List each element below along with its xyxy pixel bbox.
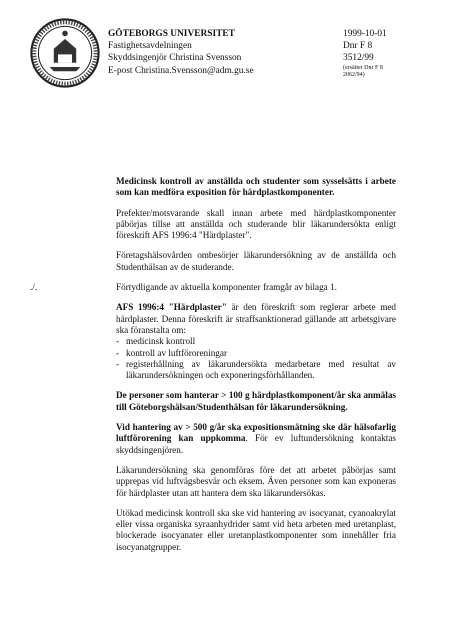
document-date: 1999-10-01 <box>343 29 387 39</box>
document-body <box>30 176 397 562</box>
document-title: Medicinsk kontroll av anställda och studenter som sysselsätts i arbete som kan medföra exposition för härdplastkomponenter. <box>116 176 396 198</box>
department: Fastighetsavdelningen <box>108 41 192 52</box>
paragraph-1: Prefekter/motsvarande skall innan arbete med härdplastkomponenter påbörjas tillse att anställda och studerande blir läkarundersökta enligt föreskrift AFS 1996:4 "Härdplaster". <box>116 207 396 241</box>
paragraph-4-text: är den föreskrift som reglerar arbete med härdplaster. Denna föreskrift är straffsanktionerad gällande att arbetsgivare ska föranstalta om: <box>116 302 397 335</box>
replaces-note-1: (ersätter Dnr F 8 <box>343 64 383 71</box>
paragraph-7: Läkarundersökning ska genomföras före det att arbetet påbörjas samt upprepas vid luftvägsbesvär och eksem. Även personer som kan exponeras för härdplaster utan att hantera dem ska läkarundersökas. <box>116 464 396 498</box>
paragraph-3-text: Förtydligande av aktuella komponenter framgår av bilaga 1. <box>116 282 337 293</box>
regulation-name: AFS 1996:4 "Härdplaster" <box>116 302 227 313</box>
paragraph-5: De personer som hanterar > 100 g härdplastkomponent/år ska anmälas till Göteborgshälsan/Studenthälsan för läkarundersökning. <box>116 390 396 412</box>
requirements-list <box>116 336 396 381</box>
university-seal-logo <box>30 18 100 88</box>
paragraph-3 <box>30 282 396 293</box>
paragraph-6 <box>116 422 396 456</box>
attachment-mark: ./. <box>30 282 38 293</box>
organization-name: GÖTEBORGS UNIVERSITET <box>108 29 235 39</box>
replaces-note-2: 2062/94) <box>343 71 365 78</box>
contact-person: Skyddsingenjör Christina Svensson <box>108 53 242 64</box>
email-address: E-post Christina.Svensson@adm.gu.se <box>108 65 254 76</box>
dnr: Dnr F 8 <box>343 41 373 52</box>
reference-number: 3512/99 <box>343 53 374 64</box>
sender-block <box>108 28 254 77</box>
paragraph-4 <box>116 302 396 381</box>
list-item: - medicinsk kontroll <box>116 336 396 347</box>
reference-block <box>343 28 387 79</box>
list-item: - kontroll av luftföroreningar <box>116 348 396 359</box>
paragraph-6-text: . För ev luftundersökning kontaktas skyddsingenjören. <box>116 433 396 455</box>
paragraph-6-bold: Vid hantering av > 500 g/år ska expositionsmätning ske där hälsofarlig luftförorening kan uppkomma <box>116 422 396 444</box>
paragraph-8: Utökad medicinsk kontroll ska ske vid hantering av isocyanat, cyanoakrylat eller vissa organiska syraanhydrider samt vid heta arbeten med uretanplast, blockerade isocyanater eller uretanplastkomponenter som innehåller fria isocyanatgrupper. <box>116 507 396 552</box>
paragraph-2: Företagshälsovården ombesörjer läkarundersökning av de anställda och Studenthälsan av de studerande. <box>116 250 396 272</box>
list-item: - registerhållning av läkarundersökta medarbetare med resultat av läkarundersökningen och exponeringsförhållanden. <box>116 359 396 382</box>
